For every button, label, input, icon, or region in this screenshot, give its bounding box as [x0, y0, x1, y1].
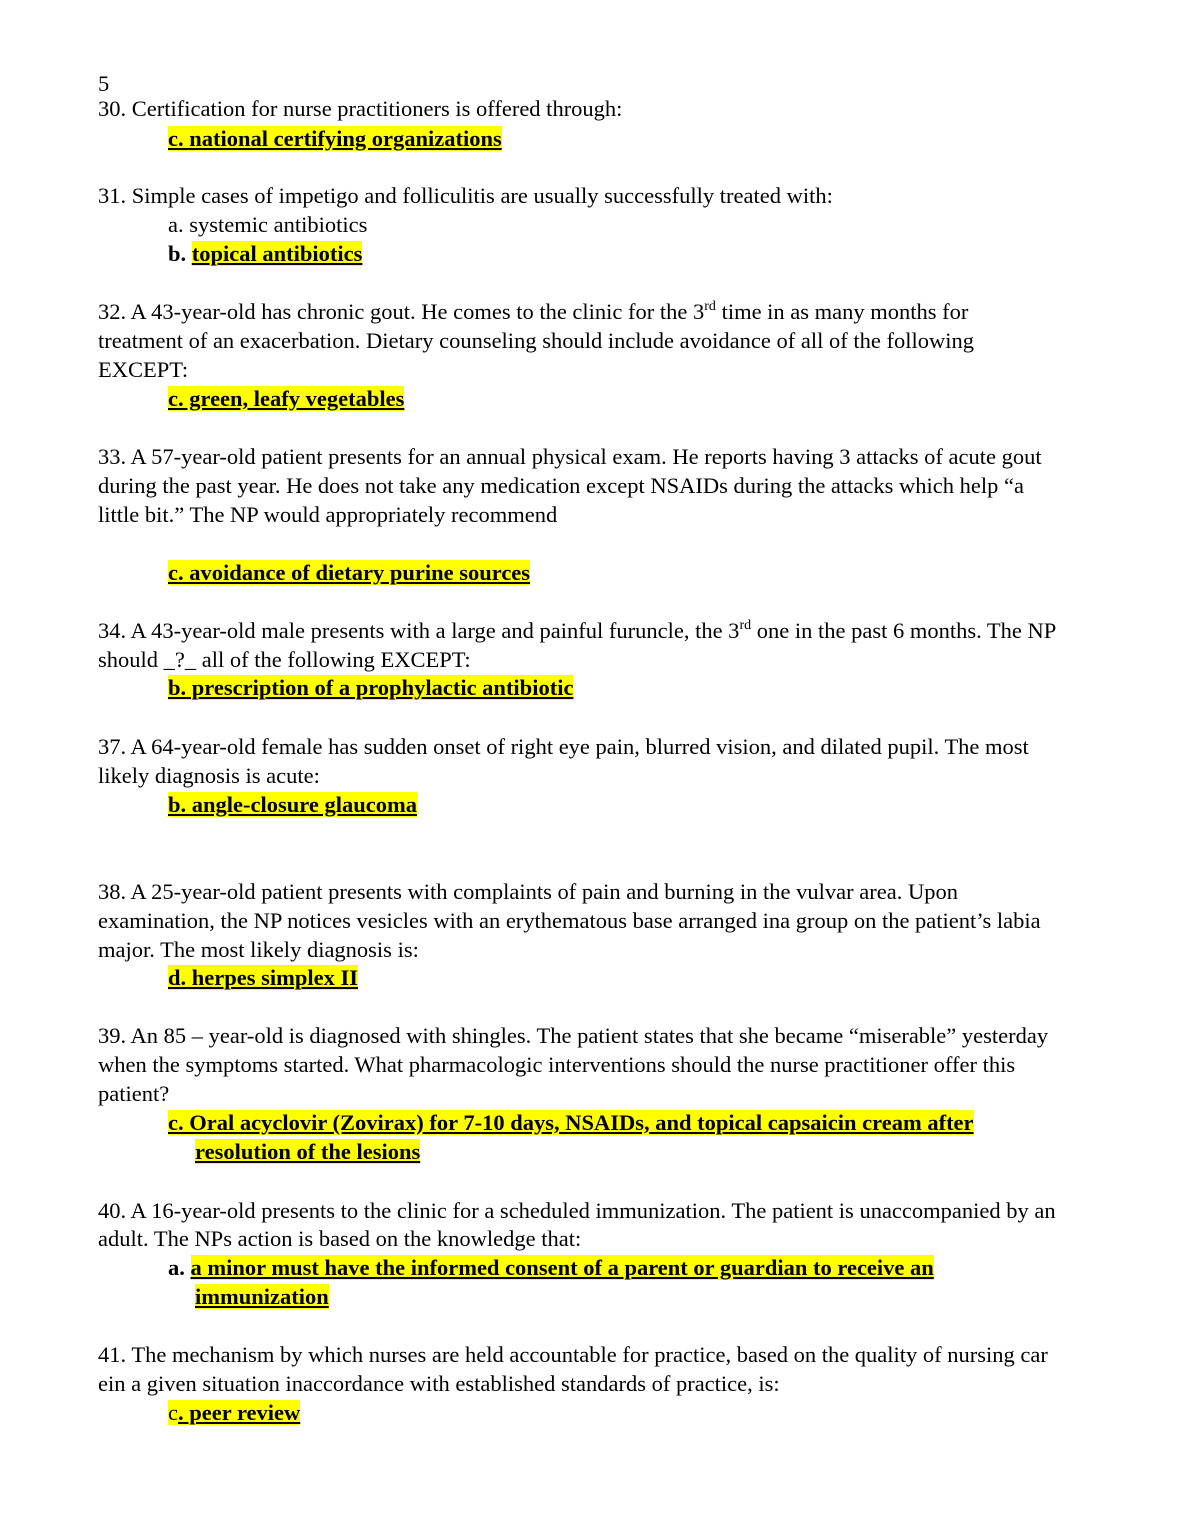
q39-line1: 39. An 85 – year-old is diagnosed with shingles. The patient states that she became “miserable” yesterday: [98, 1023, 1049, 1048]
q40-line2: adult. The NPs action is based on the knowledge that:: [98, 1226, 582, 1251]
q33-line2: during the past year. He does not take any medication except NSAIDs during the attacks which help “a: [98, 473, 1024, 498]
q34-line1: [98, 616, 1056, 645]
q37-answer-text: b. angle-closure glaucoma: [168, 792, 417, 817]
q41-line1: 41. The mechanism by which nurses are held accountable for practice, based on the quality of nursing car: [98, 1342, 1048, 1367]
q39-answer-line2: [195, 1137, 420, 1166]
q38-line1: 38. A 25-year-old patient presents with complaints of pain and burning in the vulvar area. Upon: [98, 879, 958, 904]
q33-answer-text: c. avoidance of dietary purine sources: [168, 560, 531, 585]
q31-answer-prefix: b.: [168, 241, 192, 266]
q32-superscript: rd: [704, 298, 716, 314]
q34-line1-text-b: one in the past 6 months. The NP: [751, 618, 1057, 643]
q37-line2: likely diagnosis is acute:: [98, 763, 320, 788]
q31-stem: 31. Simple cases of impetigo and folliculitis are usually successfully treated with:: [98, 183, 833, 208]
q40-answer-line2: [195, 1282, 329, 1311]
page-number: 5: [98, 71, 110, 96]
q30-stem: 30. Certification for nurse practitioners is offered through:: [98, 96, 623, 121]
q41-answer-prefix: c: [168, 1400, 178, 1425]
q33-line3: little bit.” The NP would appropriately recommend: [98, 502, 558, 527]
q40-answer-text-1: a minor must have the informed consent of a parent or guardian to receive an: [190, 1255, 934, 1280]
q40-line1: 40. A 16-year-old presents to the clinic for a scheduled immunization. The patient is unaccompanied by an: [98, 1198, 1056, 1223]
q39-line3: patient?: [98, 1081, 170, 1106]
q32-line2: treatment of an exacerbation. Dietary counseling should include avoidance of all of the following: [98, 328, 974, 353]
q40-answer-text-2: immunization: [195, 1284, 329, 1309]
q39-line2: when the symptoms started. What pharmacologic interventions should the nurse practitioner offer this: [98, 1052, 1016, 1077]
q33-line1: 33. A 57-year-old patient presents for an annual physical exam. He reports having 3 attacks of acute gout: [98, 444, 1042, 469]
q39-answer-line1: [168, 1108, 974, 1137]
q38-answer: [168, 963, 358, 992]
q32-line3: EXCEPT:: [98, 357, 189, 382]
q34-line1-text-a: 34. A 43-year-old male presents with a large and painful furuncle, the 3: [98, 618, 740, 643]
q34-line2: should _?_ all of the following EXCEPT:: [98, 647, 471, 672]
q34-superscript: rd: [739, 617, 752, 633]
q40-answer-line1: [168, 1253, 934, 1282]
q39-answer-text-1: c. Oral acyclovir (Zovirax) for 7-10 days, NSAIDs, and topical capsaicin cream after: [168, 1110, 974, 1135]
q38-line3: major. The most likely diagnosis is:: [98, 937, 419, 962]
q32-line1-text-b: time in as many months for: [715, 299, 969, 324]
q41-answer-text: . peer review: [178, 1400, 301, 1425]
q32-answer-text: c. green, leafy vegetables: [168, 386, 405, 411]
q40-answer-prefix: a.: [168, 1255, 191, 1280]
q39-answer-text-2: resolution of the lesions: [195, 1139, 421, 1164]
q38-line2: examination, the NP notices vesicles with an erythematous base arranged ina group on the patient’s labia: [98, 908, 1041, 933]
q34-answer: [168, 673, 573, 702]
q37-line1: 37. A 64-year-old female has sudden onset of right eye pain, blurred vision, and dilated pupil. The most: [98, 734, 1029, 759]
q41-line2: ein a given situation inaccordance with established standards of practice, is:: [98, 1371, 780, 1396]
q31-option-a: a. systemic antibiotics: [168, 212, 368, 237]
q32-line1: [98, 297, 968, 326]
q30-answer: [168, 124, 502, 153]
q37-answer: [168, 790, 417, 819]
q38-answer-text: d. herpes simplex II: [168, 965, 359, 990]
q31-answer: [168, 239, 362, 268]
q32-answer: [168, 384, 404, 413]
q32-line1-text-a: 32. A 43-year-old has chronic gout. He comes to the clinic for the 3: [98, 299, 705, 324]
q30-answer-text: c. national certifying organizations: [168, 126, 502, 151]
q34-answer-text: b. prescription of a prophylactic antibiotic: [168, 675, 574, 700]
q31-answer-text: topical antibiotics: [191, 241, 363, 266]
q33-answer: [168, 558, 530, 587]
q41-answer: [168, 1398, 300, 1427]
